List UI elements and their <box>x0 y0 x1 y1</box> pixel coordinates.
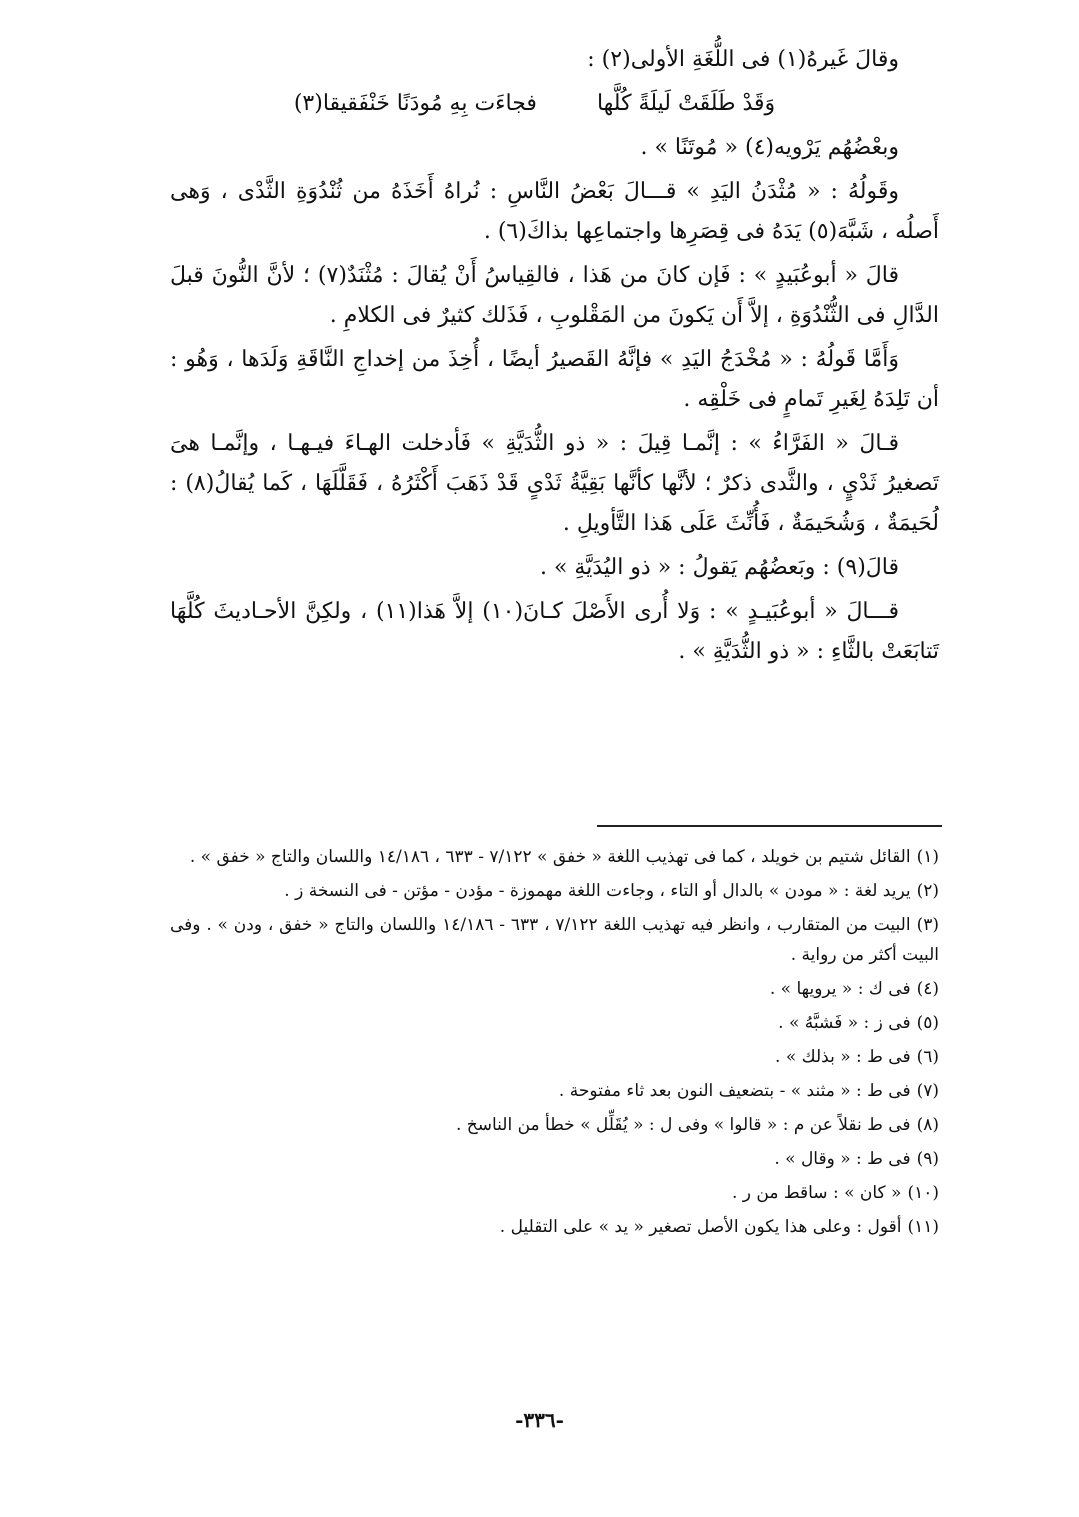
main-text <box>170 40 939 676</box>
footnote-text: يريد لغة : « مودن » بالدال أو التاء ، وجاءت اللغة مهموزة - مؤدن - مؤتن - فى النسخة ز . <box>284 881 911 901</box>
footnote-number: (١١) <box>907 1217 939 1237</box>
page-number: -٣٣٦- <box>515 1408 564 1432</box>
footnote-number: (٨) <box>916 1115 939 1135</box>
footnote-number: (٤) <box>916 979 939 999</box>
footnote-text: فى ط : « مثند » - بتضعيف النون بعد ثاء مفتوحة . <box>558 1081 911 1101</box>
paragraph-1: وقالَ غَيرهُ(١) فى اللُّغَةِ الأولى(٢) : <box>587 47 899 72</box>
footnote-number: (٩) <box>916 1149 939 1169</box>
paragraph-5: وَأَمَّا قَولُهُ : « مُخْدَجُ اليَدِ » فإنَّهُ القَصيرُ أيضًا ، أُخِذَ من إخداجِ النَّاقَةِ وَلَدَها ، وَهُو : أن تَلِدَهُ لِغَيرِ تَمامٍ فى خَلْقِه . <box>170 347 939 412</box>
verse-second-hemistich: فجاءَت بِهِ مُودَنًا خَنْفَقيقا(٣) <box>293 91 537 116</box>
paragraph-3: وقَولُهُ : « مُثْدَنُ اليَدِ » قـــالَ بَعْضُ النَّاسِ : نُراهُ أَخَذَهُ من ثُنْدُوَةِ الثَّدْى ، وَهى أَصلُه ، شَبَّهَ(٥) يَدَهُ فى قِصَرِها واجتماعِها بذاكَ(٦) . <box>170 179 939 244</box>
footnote <box>170 876 939 906</box>
footnote-number: (٦) <box>916 1047 939 1067</box>
footnote-text: فى ط : « بذلك » . <box>775 1047 911 1067</box>
footnote <box>170 1178 939 1208</box>
footnote-separator <box>597 825 942 827</box>
footnotes <box>170 842 939 1246</box>
footnote-number: (٢) <box>916 881 939 901</box>
footnote <box>170 974 939 1004</box>
footnote-text: فى ط نقلاً عن م : « قالوا » وفى ل : « يُقَلِّل » خطأ من الناسخ . <box>455 1115 911 1135</box>
paragraph-4: قالَ « أبوعُبَيدٍ » : فَإن كانَ من هَذا ، فالقِياسُ أَنْ يُقالَ : مُثْنَدٌ(٧) ؛ لأنَّ النُّونَ قبلَ الدَّالِ فى الثُّنْدُوَةِ ، إلاَّ أَن يَكونَ من المَقْلوبِ ، فَذَلك كثيرٌ فى الكلامِ . <box>170 263 939 328</box>
footnote-text: فى ك : « يرويها » . <box>769 979 911 999</box>
footnote <box>170 1144 939 1174</box>
footnote-text: فى ز : « فَشبَّهُ » . <box>778 1013 911 1033</box>
footnote <box>170 1042 939 1072</box>
footnote <box>170 1008 939 1038</box>
footnote-text: البيت من المتقارب ، وانظر فيه تهذيب اللغة ٧/١٢٢ ، ٦٣٣ - ١٤/١٨٦ واللسان والتاج « خفق ، ودن » . وفى البيت أكثر من رواية . <box>170 915 939 965</box>
footnote <box>170 910 939 970</box>
verse-first-hemistich: وَقَدْ طَلَقَتْ لَيلَةً كُلَّها <box>596 91 776 116</box>
footnote <box>170 1076 939 1106</box>
footnote-text: فى ط : « وقال » . <box>774 1149 911 1169</box>
footnote-text: القائل شتيم بن خويلد ، كما فى تهذيب اللغة « خفق » ٧/١٢٢ - ٦٣٣ ، ١٤/١٨٦ واللسان والتاج « خفق » . <box>189 847 911 867</box>
footnote-number: (١٠) <box>907 1183 939 1203</box>
paragraph-2: وبعْضُهُم يَرْويه(٤) « مُوتَنًا » . <box>640 135 899 160</box>
footnote-number: (١) <box>916 847 939 867</box>
paragraph-7: قالَ(٩) : وبَعضُهُم يَقولُ : « ذو اليُدَيَّةِ » . <box>539 555 899 580</box>
footnote-number: (٥) <box>916 1013 939 1033</box>
footnote <box>170 842 939 872</box>
footnote <box>170 1110 939 1140</box>
paragraph-8: قـــالَ « أبوعُبَيـدٍ » : وَلا أُرى الأَصْلَ كـانَ(١٠) إلاَّ هَذا(١١) ، ولكِنَّ الأحـاديثَ كُلَّهَا تَتابَعَتْ بالثَّاءِ : « ذو الثُّدَيَّةِ » . <box>170 599 939 664</box>
footnote-number: (٧) <box>916 1081 939 1101</box>
footnote <box>170 1212 939 1242</box>
poetry-verse <box>170 84 939 124</box>
footnote-number: (٣) <box>916 915 939 935</box>
footnote-text: « كان » : ساقط من ر . <box>731 1183 902 1203</box>
footnote-text: أقول : وعلى هذا يكون الأصل تصغير « يد » على التقليل . <box>499 1217 902 1237</box>
paragraph-6: قـالَ « الفَرَّاءُ » : إنَّمـا قِيلَ : « ذو الثُّدَيَّةِ » فَأدخلت الهـاءَ فيـهـا ، وإنَّمـا هىَ تَصغيرُ ثَدْيٍ ، والثَّدى ذكرٌ ؛ لأنَّها كأنَّها بَقِيَّةُ ثَدْىٍ قَدْ ذَهَبَ أَكْثَرُهُ ، فَقَلَّلَهَا ، كَما يُقالُ(٨) : لُحَيمَةٌ ، وَشُحَيمَةٌ ، فَأُنِّثَ عَلَى هَذا التَّأويلِ . <box>170 431 939 536</box>
